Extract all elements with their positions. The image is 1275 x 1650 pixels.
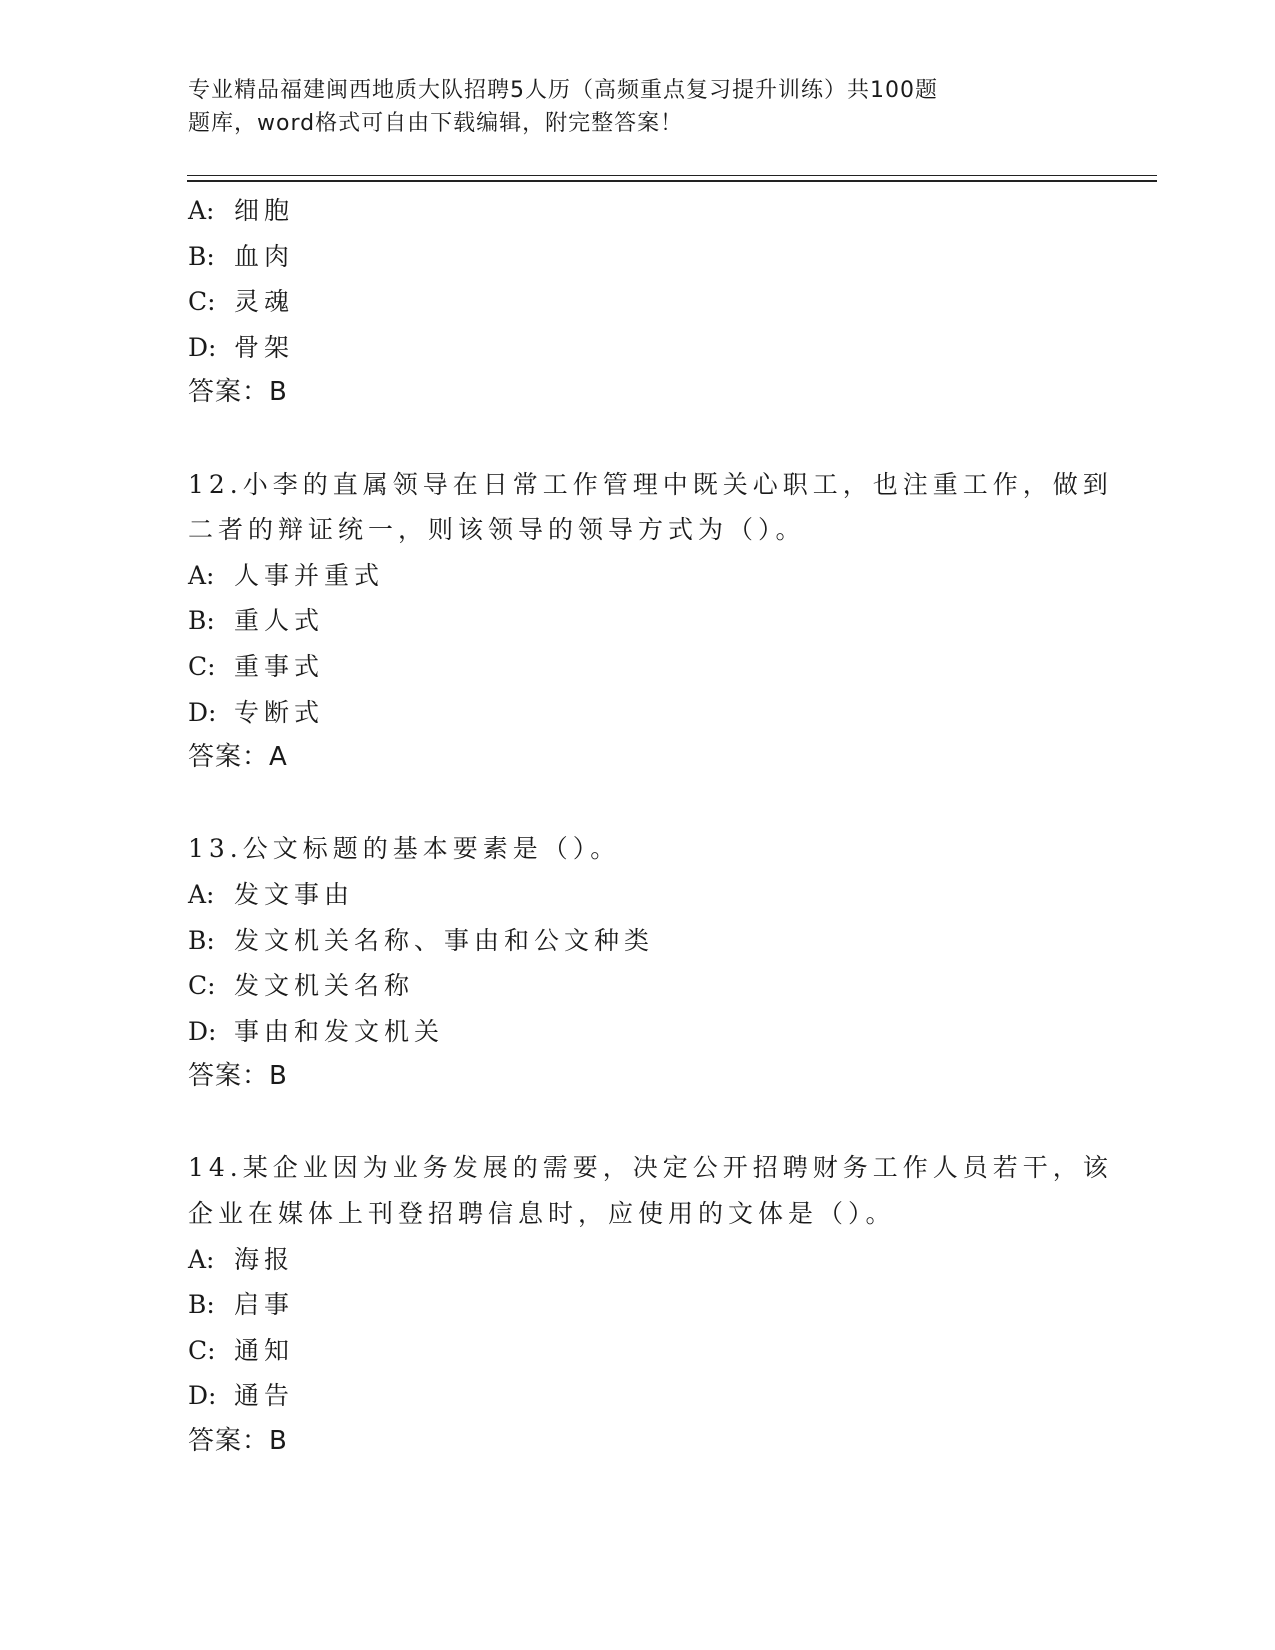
- option-letter: B:: [188, 241, 215, 271]
- question-11: [188, 188, 1088, 416]
- option-d: [188, 1373, 1088, 1419]
- answer-line: 答案：B: [188, 1426, 288, 1457]
- option-text: 启事: [234, 1290, 295, 1320]
- spacer: [188, 781, 1088, 827]
- option-letter: C:: [188, 971, 216, 1001]
- document-header: [188, 74, 1038, 140]
- option-a: [188, 188, 1088, 234]
- option-text: 发文事由: [234, 879, 355, 909]
- option-letter: B:: [188, 606, 215, 636]
- option-text: 骨架: [234, 332, 295, 362]
- header-divider-thick: [187, 180, 1157, 182]
- option-b: [188, 918, 1088, 964]
- option-letter: D:: [188, 332, 217, 362]
- option-c: [188, 1328, 1088, 1374]
- option-text: 重人式: [234, 606, 325, 636]
- option-text: 通知: [234, 1335, 295, 1365]
- option-a: [188, 553, 1088, 599]
- option-letter: B:: [188, 1290, 215, 1320]
- option-d: [188, 1009, 1088, 1055]
- answer-line: 答案：B: [188, 1061, 288, 1092]
- header-title-line-2: 题库，word格式可自由下载编辑，附完整答案！: [188, 111, 684, 136]
- option-c: [188, 963, 1088, 1009]
- option-letter: A:: [188, 1244, 215, 1274]
- option-letter: C:: [188, 287, 216, 317]
- option-letter: A:: [188, 196, 215, 225]
- option-b: [188, 1282, 1088, 1328]
- option-b: [188, 234, 1088, 280]
- option-letter: A:: [188, 560, 215, 590]
- option-letter: C:: [188, 1335, 216, 1365]
- question-stem-line-1: 13.公文标题的基本要素是（）。: [188, 834, 621, 864]
- option-letter: D:: [188, 1016, 217, 1046]
- option-c: [188, 644, 1088, 690]
- option-d: [188, 690, 1088, 736]
- question-stem-line-1: 12.小李的直属领导在日常工作管理中既关心职工，也注重工作，做到: [188, 469, 1113, 499]
- answer-line: 答案：A: [188, 742, 288, 773]
- header-title-line-1: 专业精品福建闽西地质大队招聘5人历（高频重点复习提升训练）共100题: [188, 78, 938, 103]
- option-text: 发文机关名称: [234, 971, 415, 1001]
- question-list: [188, 188, 1113, 1465]
- option-c: [188, 279, 1088, 325]
- option-text: 灵魂: [234, 287, 295, 317]
- option-letter: A:: [188, 879, 215, 909]
- option-d: [188, 325, 1088, 371]
- option-a: [188, 1237, 1088, 1283]
- option-letter: C:: [188, 651, 216, 681]
- option-b: [188, 598, 1088, 644]
- question-stem-line-2: 企业在媒体上刊登招聘信息时，应使用的文体是（）。: [188, 1199, 896, 1229]
- option-text: 发文机关名称、事由和公文种类: [234, 925, 655, 955]
- option-letter: B:: [188, 925, 215, 955]
- spacer: [188, 416, 1088, 462]
- option-text: 通告: [234, 1381, 295, 1411]
- option-letter: D:: [188, 1381, 217, 1411]
- option-letter: D:: [188, 697, 217, 727]
- question-14: [188, 1145, 1113, 1464]
- question-12: [188, 462, 1113, 781]
- option-text: 事由和发文机关: [234, 1016, 445, 1046]
- header-divider-thin: [187, 175, 1157, 176]
- answer-line: 答案：B: [188, 377, 288, 408]
- option-text: 重事式: [234, 651, 325, 681]
- option-text: 血肉: [234, 241, 295, 271]
- question-stem-line-2: 二者的辩证统一，则该领导的领导方式为（）。: [188, 515, 806, 545]
- option-text: 细胞: [234, 196, 295, 225]
- spacer: [188, 1100, 1088, 1146]
- question-13: [188, 826, 1088, 1100]
- option-text: 专断式: [234, 697, 325, 727]
- option-text: 人事并重式: [234, 560, 385, 590]
- question-stem-line-1: 14.某企业因为业务发展的需要，决定公开招聘财务工作人员若干，该: [188, 1153, 1113, 1183]
- option-text: 海报: [234, 1244, 295, 1274]
- option-a: [188, 872, 1088, 918]
